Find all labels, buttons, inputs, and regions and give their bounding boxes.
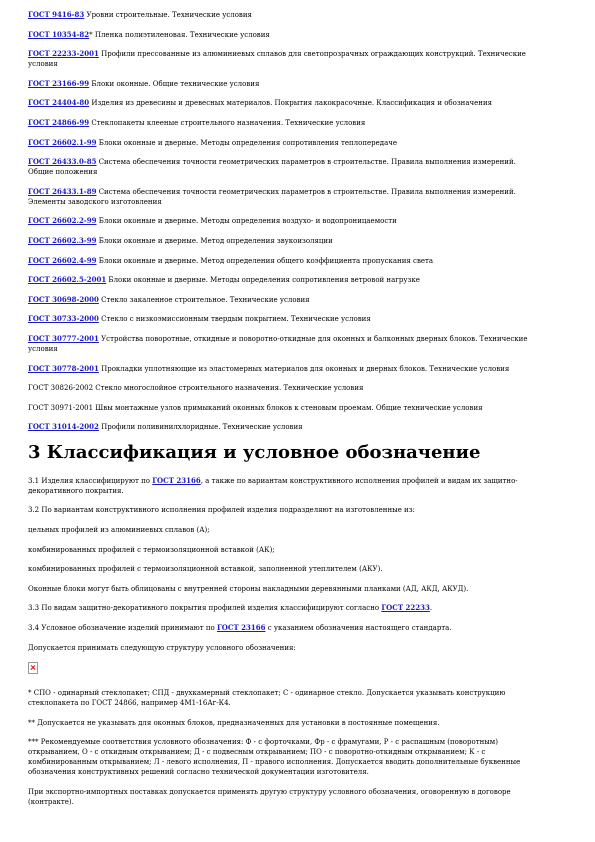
standard-link[interactable]: ГОСТ 22233: [381, 603, 430, 613]
paragraph-text: .: [429, 604, 433, 613]
standard-link[interactable]: ГОСТ 26602.1-99: [28, 137, 97, 147]
reference-item: [28, 98, 543, 108]
reference-title: Профили поливинилхлоридные. Технические условия: [98, 423, 303, 432]
paragraph: [28, 623, 543, 633]
standard-link[interactable]: ГОСТ 24866-99: [28, 117, 90, 127]
section-body: [28, 476, 543, 653]
footnote: * СПО - одинарный стеклопакет; СПД - двухкамерный стеклопакет; С - одинарное стекло. Допускается указывать конструкцию стеклопакета по ГОСТ 24866, например 4М1-16Аг-К4.: [28, 689, 506, 708]
paragraph-text: Допускается принимать следующую структуру условного обозначения:: [28, 643, 296, 652]
paragraph: [28, 603, 543, 613]
footnote: ** Допускается не указывать для оконных блоков, предназначенных для установки в постоянные помещения.: [28, 718, 440, 727]
references-list: [28, 10, 543, 432]
reference-title: Стеклопакеты клееные строительного назначения. Технические условия: [89, 118, 366, 127]
reference-title: Блоки оконные и дверные. Метод определения звукоизоляции: [96, 236, 333, 245]
reference-item: [28, 138, 543, 148]
paragraph-text: 3.4 Условное обозначение изделий принимают по: [28, 624, 217, 633]
paragraph-text: 3.1 Изделия классифицируют по: [28, 476, 153, 485]
reference-title: Блоки оконные. Общие технические условия: [89, 79, 260, 88]
standard-link[interactable]: ГОСТ 23166: [216, 623, 266, 633]
reference-item: [28, 157, 543, 177]
standard-link[interactable]: ГОСТ 31014-2002: [28, 422, 99, 432]
paragraph: [28, 643, 543, 653]
reference-title: * Пленка полиэтиленовая. Технические условия: [89, 30, 270, 39]
standard-link[interactable]: ГОСТ 26433.0-85: [28, 157, 97, 167]
paragraph: [28, 545, 543, 555]
standard-link[interactable]: ГОСТ 10354-82: [28, 29, 90, 39]
reference-title: Профили прессованные из алюминиевых сплавов для светопрозрачных ограждающих конструкций. Технические условия: [28, 50, 526, 69]
reference-title: Стекло с низкоэмиссионным твердым покрытием. Технические условия: [98, 315, 371, 324]
paragraph-text: , а также по вариантам конструктивного исполнения профилей и видам их защитно-декоративного покрытия.: [28, 476, 518, 495]
broken-image-icon: [28, 662, 38, 674]
reference-item: [28, 187, 543, 207]
standard-link[interactable]: ГОСТ 26602.5-2001: [28, 275, 107, 285]
reference-item: [28, 118, 543, 128]
standard-link[interactable]: ГОСТ 26433.1-89: [28, 186, 97, 196]
reference-item: [28, 216, 543, 226]
reference-item: [28, 79, 543, 89]
standard-link[interactable]: ГОСТ 24404-80: [28, 98, 90, 108]
reference-item: [28, 10, 543, 20]
reference-item: [28, 314, 543, 324]
paragraph: [28, 564, 543, 574]
document-page: [28, 10, 543, 817]
paragraph-text: комбинированных профилей с термоизоляционной вставкой, заполненной утеплителем (АКУ).: [28, 565, 383, 574]
paragraph-text: 3.3 По видам защитно-декоративного покрытия профилей изделия классифицируют согласно: [28, 604, 382, 613]
reference-title: Прокладки уплотняющие из эластомерных материалов для оконных и дверных блоков. Технические условия: [98, 364, 510, 373]
paragraph: [28, 584, 543, 594]
footnotes: [28, 688, 543, 807]
reference-item: [28, 256, 543, 266]
standard-link[interactable]: ГОСТ 30698-2000: [28, 294, 99, 304]
reference-title: ГОСТ 30971-2001 Швы монтажные узлов примыканий оконных блоков к стеновым проемам. Общие технические условия: [28, 403, 483, 412]
standard-link[interactable]: ГОСТ 30733-2000: [28, 314, 99, 324]
reference-item: [28, 403, 543, 413]
paragraph: [28, 476, 543, 496]
paragraph: [28, 505, 543, 515]
reference-item: [28, 49, 543, 69]
standard-link[interactable]: ГОСТ 23166: [152, 475, 201, 485]
reference-item: [28, 422, 543, 432]
footnote: *** Рекомендуемые соответствия условного обозначения: Ф - с форточками, Фр - с фрамугами, Р - с распашным (поворотным) открыванием, О - с откидным открыванием; Д - с подвесным открыванием; ПО - с поворотно-откидным открыванием; К - с комбинированным открыванием; Л - левого исполнения, П - правого исполнения. Допускается вводить дополнительные буквенные обозначения конструктивных решений согласно технической документации изготовителя.: [28, 738, 521, 777]
footnote: При экспортно-импортных поставках допускается применять другую структуру условного обозначения, оговоренную в договоре (контракте).: [28, 788, 511, 806]
paragraph-text: с указанием обозначения настоящего стандарта.: [265, 624, 452, 633]
reference-item: [28, 236, 543, 246]
reference-title: Блоки оконные и дверные. Методы определения воздухо- и водопроницаемости: [96, 217, 397, 226]
reference-title: Стекло закаленное строительное. Технические условия: [98, 295, 310, 304]
paragraph: [28, 525, 543, 535]
reference-item: [28, 334, 543, 354]
paragraph-text: цельных профилей из алюминиевых сплавов (А);: [28, 526, 210, 535]
reference-title: Уровни строительные. Технические условия: [84, 11, 252, 19]
reference-title: Блоки оконные и дверные. Методы определения сопротивления теплопередаче: [96, 138, 398, 147]
paragraph-text: комбинированных профилей с термоизоляционной вставкой (АК);: [28, 545, 275, 554]
standard-link[interactable]: ГОСТ 26602.4-99: [28, 255, 97, 265]
reference-title: Система обеспечения точности геометрических параметров в строительстве. Правила выполнения измерений. Элементы заводского изготовления: [28, 187, 516, 206]
paragraph-text: 3.2 По вариантам конструктивного исполнения профилей изделия подразделяют на изготовленные из:: [28, 506, 415, 515]
reference-title: Система обеспечения точности геометрических параметров в строительстве. Правила выполнения измерений. Общие положения: [28, 158, 516, 177]
reference-item: [28, 30, 543, 40]
reference-title: Блоки оконные и дверные. Метод определения общего коэффициента пропускания света: [96, 256, 434, 265]
standard-link[interactable]: ГОСТ 22233-2001: [28, 49, 99, 59]
reference-item: [28, 295, 543, 305]
reference-title: Изделия из древесины и древесных материалов. Покрытия лакокрасочные. Классификация и обозначения: [89, 99, 493, 108]
standard-link[interactable]: ГОСТ 30777-2001: [28, 333, 99, 343]
reference-item: [28, 383, 543, 393]
reference-title: Блоки оконные и дверные. Методы определения сопротивления ветровой нагрузке: [106, 276, 420, 285]
reference-item: [28, 364, 543, 374]
standard-link[interactable]: ГОСТ 23166-99: [28, 78, 90, 88]
section-heading: 3 Классификация и условное обозначение: [28, 441, 481, 463]
standard-link[interactable]: ГОСТ 26602.3-99: [28, 235, 97, 245]
standard-link[interactable]: ГОСТ 26602.2-99: [28, 216, 97, 226]
standard-link[interactable]: ГОСТ 9416-83: [28, 10, 85, 19]
reference-title: Устройства поворотные, откидные и поворотно-откидные для оконных и балконных дверных блоков. Технические условия: [28, 334, 528, 353]
reference-item: [28, 275, 543, 285]
standard-link[interactable]: ГОСТ 30778-2001: [28, 363, 99, 373]
paragraph-text: Оконные блоки могут быть облицованы с внутренней стороны накладными деревянными планками (АД, АКД, АКУД).: [28, 584, 469, 593]
reference-title: ГОСТ 30826-2002 Стекло многослойное строительного назначения. Технические условия: [28, 384, 364, 393]
